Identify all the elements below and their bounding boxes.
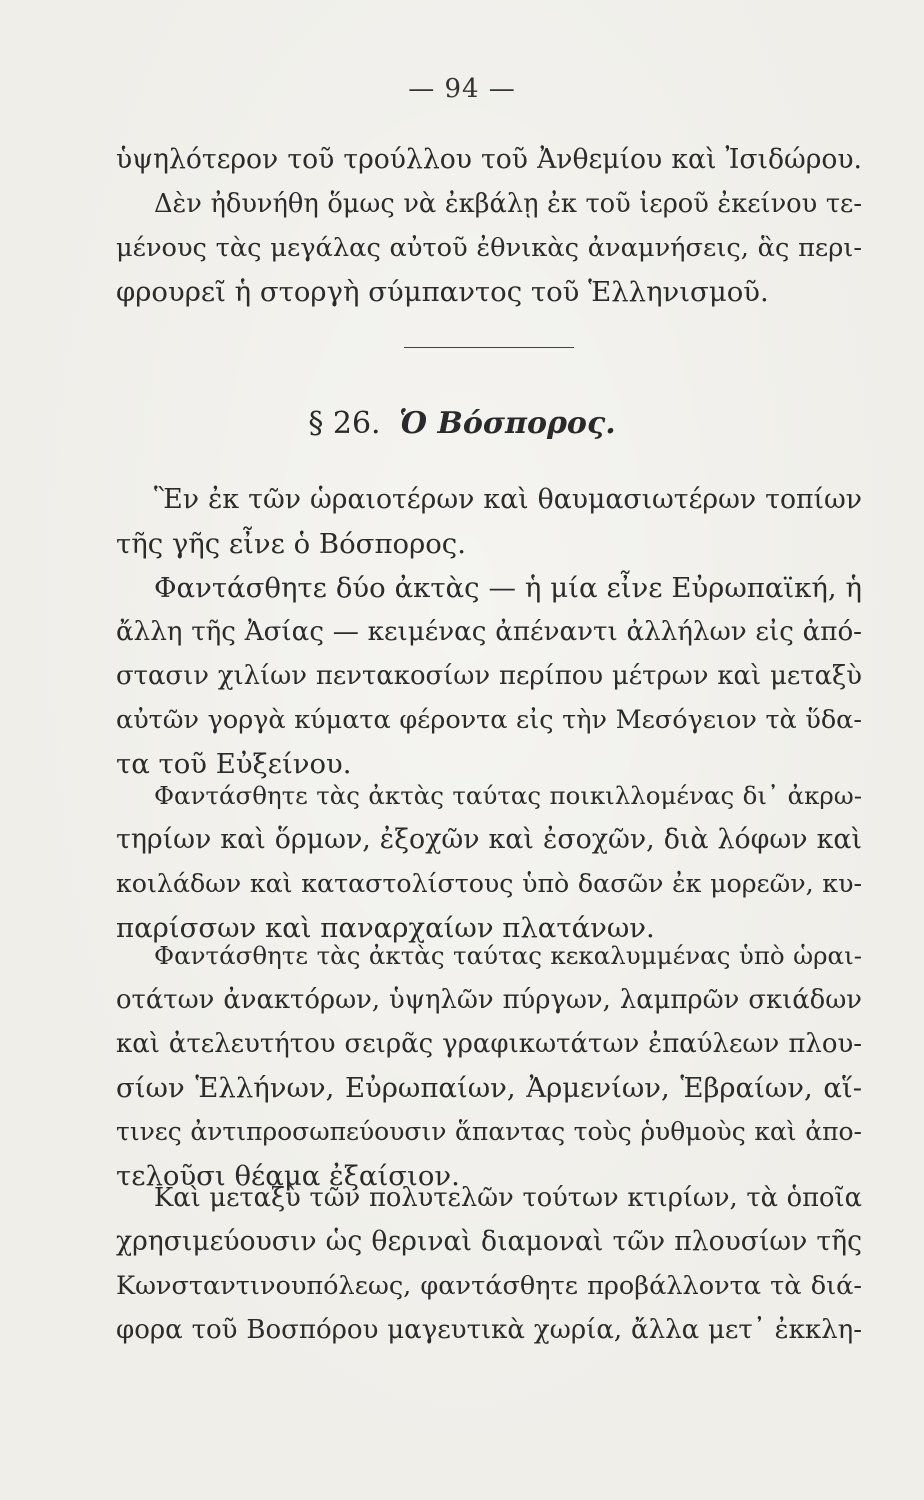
text-line: τινες ἀντιπροσωπεύουσιν ἅπαντας τοὺς ῥυθμοὺς καὶ ἀπο- <box>116 1117 862 1146</box>
text-line: καὶ ἀτελευτήτου σειρᾶς γραφικωτάτων ἐπαύλεων πλου- <box>116 1029 862 1059</box>
text-line: ὑψηλότερον τοῦ τρούλλου τοῦ Ἀνθεμίου καὶ Ἰσιδώρου. <box>116 144 862 175</box>
section-title: Ὁ Βόσπορος. <box>399 406 616 441</box>
text-line: Καὶ μεταξὺ τῶν πολυτελῶν τούτων κτιρίων, τὰ ὁποῖα <box>154 1183 862 1213</box>
section-divider <box>404 347 574 348</box>
text-line: Ἓν ἐκ τῶν ὡραιοτέρων καὶ θαυμασιωτέρων τοπίων <box>154 484 862 515</box>
paragraph-4 <box>116 934 862 1198</box>
text-line: χρησιμεύουσιν ὡς θεριναὶ διαμοναὶ τῶν πλουσίων τῆς <box>116 1226 862 1257</box>
paragraph-2 <box>116 566 862 786</box>
text-line: τα τοῦ Εὐξείνου. <box>116 748 352 780</box>
text-line: οτάτων ἀνακτόρων, ὑψηλῶν πύργων, λαμπρῶν σκιάδων <box>116 985 862 1015</box>
text-line: ἄλλη τῆς Ἀσίας — κειμένας ἀπέναντι ἀλλήλων εἰς ἀπό- <box>116 617 862 647</box>
text-line: τῆς γῆς εἶνε ὁ Βόσπορος. <box>116 528 466 560</box>
text-line: στασιν χιλίων πεντακοσίων περίπου μέτρων καὶ μεταξὺ <box>116 661 862 691</box>
text-line: φρουρεῖ ἡ στοργὴ σύμπαντος τοῦ Ἑλληνισμοῦ. <box>116 276 769 308</box>
page-number: — 94 — <box>408 74 516 104</box>
section-heading <box>0 406 924 441</box>
text-line: Φαντάσθητε δύο ἀκτὰς — ἡ μία εἶνε Εὐρωπαϊκή, ἡ <box>154 572 862 604</box>
text-line: φορα τοῦ Βοσπόρου μαγευτικὰ χωρία, ἄλλα μετ᾿ ἐκκλη- <box>116 1315 862 1345</box>
paragraph-3 <box>116 774 862 950</box>
text-line: αὐτῶν γοργὰ κύματα φέροντα εἰς τὴν Μεσόγειον τὰ ὕδα- <box>116 705 862 735</box>
text-line: Φαντάσθητε τὰς ἀκτὰς ταύτας κεκαλυμμένας ὑπὸ ὡραι- <box>154 941 862 970</box>
intro-paragraph <box>116 138 862 314</box>
text-line: Φαντάσθητε τὰς ἀκτὰς ταύτας ποικιλλομένας δι᾿ ἀκρω- <box>154 781 862 810</box>
section-number: § 26. <box>308 406 381 441</box>
text-line: τελοῦσι θέαμα ἐξαίσιον. <box>116 1160 460 1192</box>
paragraph-1 <box>116 478 862 566</box>
paragraph-5 <box>116 1176 862 1352</box>
text-line: παρίσσων καὶ παναρχαίων πλατάνων. <box>116 912 655 944</box>
text-line: σίων Ἑλλήνων, Εὐρωπαίων, Ἀρμενίων, Ἑβραίων, αἵ- <box>116 1072 862 1104</box>
text-line: κοιλάδων καὶ καταστολίστους ὑπὸ δασῶν ἐκ μορεῶν, κυ- <box>116 869 862 898</box>
text-line: Κωνσταντινουπόλεως, φαντάσθητε προβάλλοντα τὰ διά- <box>116 1271 862 1301</box>
text-line: τηρίων καὶ ὅρμων, ἐξοχῶν καὶ ἐσοχῶν, διὰ λόφων καὶ <box>116 824 862 855</box>
text-line: μένους τὰς μεγάλας αὐτοῦ ἐθνικὰς ἀναμνήσεις, ἃς περι- <box>116 233 862 263</box>
text-line: Δὲν ἠδυνήθη ὅμως νὰ ἐκβάλῃ ἐκ τοῦ ἱεροῦ ἐκείνου τε- <box>154 189 862 219</box>
